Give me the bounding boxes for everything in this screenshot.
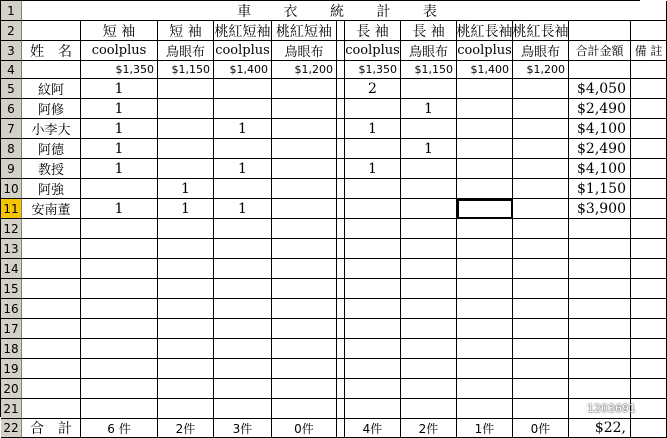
- empty-cell[interactable]: [22, 279, 81, 299]
- empty-cell[interactable]: [214, 319, 272, 339]
- empty-cell[interactable]: [214, 219, 272, 239]
- empty-cell[interactable]: [569, 359, 631, 379]
- quantity-cell[interactable]: [401, 159, 457, 179]
- row-header-10[interactable]: 10: [1, 179, 22, 199]
- row-header-16[interactable]: 16: [1, 299, 22, 319]
- row-header-4[interactable]: 4: [1, 61, 22, 79]
- quantity-cell[interactable]: 1: [81, 99, 158, 119]
- quantity-cell[interactable]: [401, 179, 457, 199]
- empty-cell[interactable]: [345, 319, 401, 339]
- empty-cell[interactable]: [631, 399, 667, 419]
- person-total[interactable]: $1,150: [569, 179, 631, 199]
- quantity-cell[interactable]: 1: [81, 119, 158, 139]
- person-total[interactable]: $4,100: [569, 159, 631, 179]
- empty-cell[interactable]: [345, 219, 401, 239]
- empty-cell[interactable]: [81, 359, 158, 379]
- empty-cell[interactable]: [272, 339, 337, 359]
- summary-count[interactable]: 0件: [272, 419, 337, 438]
- empty-cell[interactable]: [631, 319, 667, 339]
- quantity-cell[interactable]: [401, 199, 457, 219]
- gap-cell[interactable]: [337, 239, 345, 259]
- empty-cell[interactable]: [569, 279, 631, 299]
- empty-cell[interactable]: [569, 219, 631, 239]
- total-col-blank[interactable]: [569, 21, 631, 41]
- empty-cell[interactable]: [401, 259, 457, 279]
- empty-cell[interactable]: [81, 399, 158, 419]
- empty-cell[interactable]: [457, 259, 513, 279]
- empty-cell[interactable]: [22, 339, 81, 359]
- empty-cell[interactable]: [401, 339, 457, 359]
- person-name[interactable]: 紋阿: [22, 79, 81, 99]
- empty-cell[interactable]: [272, 379, 337, 399]
- quantity-cell[interactable]: 1: [214, 199, 272, 219]
- empty-cell[interactable]: [345, 239, 401, 259]
- empty-cell[interactable]: [158, 239, 214, 259]
- empty-cell[interactable]: [214, 279, 272, 299]
- quantity-cell[interactable]: [513, 79, 569, 99]
- empty-cell[interactable]: [401, 279, 457, 299]
- name-col-blank[interactable]: [22, 61, 81, 79]
- empty-cell[interactable]: [513, 219, 569, 239]
- empty-cell[interactable]: [22, 299, 81, 319]
- note-col-blank[interactable]: [631, 21, 667, 41]
- empty-cell[interactable]: [345, 339, 401, 359]
- empty-cell[interactable]: [214, 299, 272, 319]
- quantity-cell[interactable]: [272, 199, 337, 219]
- empty-cell[interactable]: [214, 359, 272, 379]
- empty-cell[interactable]: [214, 239, 272, 259]
- gap-cell[interactable]: [337, 79, 345, 99]
- material-header[interactable]: coolplus: [345, 41, 401, 61]
- material-header[interactable]: 鳥眼布: [513, 41, 569, 61]
- empty-cell[interactable]: [513, 319, 569, 339]
- material-header[interactable]: coolplus: [81, 41, 158, 61]
- unit-price[interactable]: $1,200: [513, 61, 569, 79]
- quantity-cell[interactable]: 1: [214, 119, 272, 139]
- quantity-cell[interactable]: [345, 139, 401, 159]
- gap-cell[interactable]: [337, 21, 345, 41]
- empty-cell[interactable]: [345, 359, 401, 379]
- quantity-cell[interactable]: [345, 179, 401, 199]
- empty-cell[interactable]: [513, 239, 569, 259]
- empty-cell[interactable]: [214, 399, 272, 419]
- empty-cell[interactable]: [345, 279, 401, 299]
- unit-price[interactable]: $1,150: [158, 61, 214, 79]
- quantity-cell[interactable]: 1: [81, 199, 158, 219]
- row-header-6[interactable]: 6: [1, 99, 22, 119]
- gap-cell[interactable]: [337, 299, 345, 319]
- empty-cell[interactable]: [569, 239, 631, 259]
- product-type-header[interactable]: 短 袖: [158, 21, 214, 41]
- empty-cell[interactable]: [158, 259, 214, 279]
- empty-cell[interactable]: [22, 359, 81, 379]
- note-cell[interactable]: [631, 99, 667, 119]
- unit-price[interactable]: $1,400: [457, 61, 513, 79]
- quantity-cell[interactable]: 1: [81, 79, 158, 99]
- empty-cell[interactable]: [81, 259, 158, 279]
- quantity-cell[interactable]: [214, 79, 272, 99]
- summary-count[interactable]: 0件: [513, 419, 569, 438]
- quantity-cell[interactable]: [272, 79, 337, 99]
- quantity-cell[interactable]: [272, 179, 337, 199]
- empty-cell[interactable]: [457, 399, 513, 419]
- empty-cell[interactable]: [158, 319, 214, 339]
- material-header[interactable]: 鳥眼布: [401, 41, 457, 61]
- empty-cell[interactable]: [513, 259, 569, 279]
- note-header[interactable]: 備 註: [631, 41, 667, 61]
- empty-cell[interactable]: [631, 259, 667, 279]
- material-header[interactable]: coolplus: [457, 41, 513, 61]
- note-cell[interactable]: [631, 79, 667, 99]
- quantity-cell[interactable]: [214, 99, 272, 119]
- empty-cell[interactable]: [457, 359, 513, 379]
- quantity-cell[interactable]: [81, 179, 158, 199]
- gap-cell[interactable]: [337, 199, 345, 219]
- person-total[interactable]: $2,490: [569, 99, 631, 119]
- quantity-cell[interactable]: [513, 159, 569, 179]
- quantity-cell[interactable]: [513, 179, 569, 199]
- empty-cell[interactable]: [81, 379, 158, 399]
- quantity-cell[interactable]: [214, 179, 272, 199]
- empty-cell[interactable]: [513, 299, 569, 319]
- total-header[interactable]: 合計金額: [569, 41, 631, 61]
- quantity-cell[interactable]: [401, 79, 457, 99]
- empty-cell[interactable]: [272, 399, 337, 419]
- row-header-15[interactable]: 15: [1, 279, 22, 299]
- person-name[interactable]: 阿德: [22, 139, 81, 159]
- empty-cell[interactable]: [401, 399, 457, 419]
- empty-cell[interactable]: [272, 259, 337, 279]
- row-header-14[interactable]: 14: [1, 259, 22, 279]
- empty-cell[interactable]: [158, 279, 214, 299]
- row-header-11[interactable]: 11: [1, 199, 22, 219]
- row-header-18[interactable]: 18: [1, 339, 22, 359]
- empty-cell[interactable]: [401, 219, 457, 239]
- empty-cell[interactable]: [81, 239, 158, 259]
- note-col-blank[interactable]: [631, 61, 667, 79]
- active-cell[interactable]: [457, 199, 513, 219]
- product-type-header[interactable]: 桃紅長袖: [513, 21, 569, 41]
- gap-cell[interactable]: [337, 41, 345, 61]
- quantity-cell[interactable]: [158, 159, 214, 179]
- empty-cell[interactable]: [401, 359, 457, 379]
- empty-cell[interactable]: [513, 399, 569, 419]
- summary-count[interactable]: 3件: [214, 419, 272, 438]
- empty-cell[interactable]: [513, 379, 569, 399]
- empty-cell[interactable]: [569, 259, 631, 279]
- quantity-cell[interactable]: [214, 139, 272, 159]
- quantity-cell[interactable]: [272, 159, 337, 179]
- empty-cell[interactable]: [457, 299, 513, 319]
- quantity-cell[interactable]: [158, 79, 214, 99]
- quantity-cell[interactable]: 1: [81, 159, 158, 179]
- quantity-cell[interactable]: 1: [158, 199, 214, 219]
- summary-count[interactable]: 4件: [345, 419, 401, 438]
- gap-cell[interactable]: [337, 119, 345, 139]
- person-total[interactable]: $4,050: [569, 79, 631, 99]
- gap-cell[interactable]: [337, 419, 345, 438]
- empty-cell[interactable]: [81, 279, 158, 299]
- empty-cell[interactable]: [631, 239, 667, 259]
- empty-cell[interactable]: [272, 359, 337, 379]
- product-type-header[interactable]: 桃紅長袖: [457, 21, 513, 41]
- quantity-cell[interactable]: 1: [81, 139, 158, 159]
- empty-cell[interactable]: [345, 259, 401, 279]
- quantity-cell[interactable]: [513, 119, 569, 139]
- empty-cell[interactable]: [81, 299, 158, 319]
- quantity-cell[interactable]: 1: [401, 139, 457, 159]
- empty-cell[interactable]: [631, 219, 667, 239]
- note-cell[interactable]: [631, 179, 667, 199]
- empty-cell[interactable]: [158, 359, 214, 379]
- empty-cell[interactable]: [513, 359, 569, 379]
- empty-cell[interactable]: [22, 379, 81, 399]
- empty-cell[interactable]: [22, 399, 81, 419]
- row-header-5[interactable]: 5: [1, 79, 22, 99]
- row-header-19[interactable]: 19: [1, 359, 22, 379]
- row-header-1[interactable]: 1: [1, 1, 22, 21]
- person-name[interactable]: 阿修: [22, 99, 81, 119]
- quantity-cell[interactable]: 1: [345, 119, 401, 139]
- quantity-cell[interactable]: [158, 99, 214, 119]
- total-col-blank[interactable]: [569, 61, 631, 79]
- row-header-22[interactable]: 22: [1, 419, 22, 438]
- summary-count[interactable]: 1件: [457, 419, 513, 438]
- empty-cell[interactable]: [158, 379, 214, 399]
- empty-cell[interactable]: [272, 239, 337, 259]
- row-header-2[interactable]: 2: [1, 21, 22, 41]
- gap-cell[interactable]: [337, 379, 345, 399]
- gap-cell[interactable]: [337, 399, 345, 419]
- summary-count[interactable]: 6 件: [81, 419, 158, 438]
- empty-cell[interactable]: [158, 399, 214, 419]
- quantity-cell[interactable]: [401, 119, 457, 139]
- empty-cell[interactable]: [272, 319, 337, 339]
- empty-cell[interactable]: [345, 379, 401, 399]
- person-name[interactable]: 小李大: [22, 119, 81, 139]
- gap-cell[interactable]: [337, 179, 345, 199]
- gap-cell[interactable]: [337, 139, 345, 159]
- product-type-header[interactable]: 桃紅短袖: [272, 21, 337, 41]
- quantity-cell[interactable]: [272, 139, 337, 159]
- empty-cell[interactable]: [345, 399, 401, 419]
- empty-cell[interactable]: [214, 259, 272, 279]
- person-total[interactable]: $2,490: [569, 139, 631, 159]
- watermark-label: 1203691: [587, 402, 636, 415]
- quantity-cell[interactable]: 1: [158, 179, 214, 199]
- empty-cell[interactable]: [457, 219, 513, 239]
- empty-cell[interactable]: [401, 239, 457, 259]
- material-header[interactable]: coolplus: [214, 41, 272, 61]
- gap-cell[interactable]: [337, 279, 345, 299]
- gap-cell[interactable]: [337, 61, 345, 79]
- quantity-cell[interactable]: [457, 99, 513, 119]
- empty-cell[interactable]: [569, 339, 631, 359]
- gap-cell[interactable]: [337, 259, 345, 279]
- note-cell[interactable]: [631, 139, 667, 159]
- empty-cell[interactable]: [457, 339, 513, 359]
- empty-cell[interactable]: [569, 299, 631, 319]
- quantity-cell[interactable]: [158, 139, 214, 159]
- empty-cell[interactable]: [457, 319, 513, 339]
- material-header[interactable]: 鳥眼布: [158, 41, 214, 61]
- empty-cell[interactable]: [513, 339, 569, 359]
- empty-cell[interactable]: [457, 239, 513, 259]
- quantity-cell[interactable]: [457, 159, 513, 179]
- gap-cell[interactable]: [337, 159, 345, 179]
- empty-cell[interactable]: [22, 259, 81, 279]
- material-header[interactable]: 鳥眼布: [272, 41, 337, 61]
- empty-cell[interactable]: [631, 359, 667, 379]
- row-header-12[interactable]: 12: [1, 219, 22, 239]
- empty-cell[interactable]: [513, 279, 569, 299]
- row-header-21[interactable]: 21: [1, 399, 22, 419]
- empty-cell[interactable]: [272, 299, 337, 319]
- product-type-header[interactable]: 桃紅短袖: [214, 21, 272, 41]
- person-name[interactable]: 教授: [22, 159, 81, 179]
- empty-cell[interactable]: [631, 339, 667, 359]
- quantity-cell[interactable]: [272, 119, 337, 139]
- empty-cell[interactable]: [457, 379, 513, 399]
- note-cell[interactable]: [631, 199, 667, 219]
- quantity-cell[interactable]: [513, 199, 569, 219]
- quantity-cell[interactable]: [457, 179, 513, 199]
- empty-cell[interactable]: [81, 219, 158, 239]
- product-type-header[interactable]: 長 袖: [401, 21, 457, 41]
- quantity-cell[interactable]: [513, 139, 569, 159]
- row-header-3[interactable]: 3: [1, 41, 22, 61]
- empty-cell[interactable]: [401, 379, 457, 399]
- empty-cell[interactable]: [158, 219, 214, 239]
- summary-count[interactable]: 2件: [158, 419, 214, 438]
- empty-cell[interactable]: [158, 299, 214, 319]
- row-header-20[interactable]: 20: [1, 379, 22, 399]
- empty-cell[interactable]: [631, 279, 667, 299]
- person-total[interactable]: $3,900: [569, 199, 631, 219]
- empty-cell[interactable]: [22, 319, 81, 339]
- empty-cell[interactable]: [22, 239, 81, 259]
- unit-price[interactable]: $1,400: [214, 61, 272, 79]
- row-header-8[interactable]: 8: [1, 139, 22, 159]
- empty-cell[interactable]: [214, 379, 272, 399]
- empty-cell[interactable]: [158, 339, 214, 359]
- person-name[interactable]: 阿強: [22, 179, 81, 199]
- empty-cell[interactable]: [631, 299, 667, 319]
- gap-cell[interactable]: [337, 99, 345, 119]
- gap-cell[interactable]: [337, 319, 345, 339]
- gap-cell[interactable]: [337, 359, 345, 379]
- empty-cell[interactable]: [457, 279, 513, 299]
- empty-cell[interactable]: [401, 319, 457, 339]
- unit-price[interactable]: $1,350: [345, 61, 401, 79]
- quantity-cell[interactable]: [513, 99, 569, 119]
- empty-cell[interactable]: [22, 219, 81, 239]
- quantity-cell[interactable]: [457, 79, 513, 99]
- note-cell[interactable]: [631, 419, 667, 438]
- quantity-cell[interactable]: 1: [214, 159, 272, 179]
- person-name[interactable]: 安南董: [22, 199, 81, 219]
- empty-cell[interactable]: [631, 379, 667, 399]
- row-header-13[interactable]: 13: [1, 239, 22, 259]
- empty-cell[interactable]: [569, 379, 631, 399]
- summary-count[interactable]: 2件: [401, 419, 457, 438]
- row-header-17[interactable]: 17: [1, 319, 22, 339]
- grand-total[interactable]: $22,: [569, 419, 631, 438]
- sheet-title[interactable]: 車 衣 統 計 表: [22, 1, 667, 21]
- row-header-7[interactable]: 7: [1, 119, 22, 139]
- name-header[interactable]: 姓 名: [22, 41, 81, 61]
- person-total[interactable]: $4,100: [569, 119, 631, 139]
- empty-cell[interactable]: [345, 299, 401, 319]
- quantity-cell[interactable]: [457, 119, 513, 139]
- unit-price[interactable]: $1,350: [81, 61, 158, 79]
- quantity-cell[interactable]: [272, 99, 337, 119]
- note-cell[interactable]: [631, 159, 667, 179]
- product-type-header[interactable]: 短 袖: [81, 21, 158, 41]
- summary-label[interactable]: 合 計: [22, 419, 81, 438]
- empty-cell[interactable]: [401, 299, 457, 319]
- note-cell[interactable]: [631, 119, 667, 139]
- quantity-cell[interactable]: [158, 119, 214, 139]
- empty-cell[interactable]: [81, 319, 158, 339]
- gap-cell[interactable]: [337, 219, 345, 239]
- empty-cell[interactable]: [214, 339, 272, 359]
- empty-cell[interactable]: [81, 339, 158, 359]
- quantity-cell[interactable]: [345, 199, 401, 219]
- empty-cell[interactable]: [569, 319, 631, 339]
- quantity-cell[interactable]: 1: [345, 159, 401, 179]
- product-type-header[interactable]: 長 袖: [345, 21, 401, 41]
- quantity-cell[interactable]: 1: [401, 99, 457, 119]
- quantity-cell[interactable]: [457, 139, 513, 159]
- name-col-blank[interactable]: [22, 21, 81, 41]
- gap-cell[interactable]: [337, 339, 345, 359]
- empty-cell[interactable]: [272, 279, 337, 299]
- row-header-9[interactable]: 9: [1, 159, 22, 179]
- unit-price[interactable]: $1,150: [401, 61, 457, 79]
- empty-cell[interactable]: [272, 219, 337, 239]
- unit-price[interactable]: $1,200: [272, 61, 337, 79]
- quantity-cell[interactable]: 2: [345, 79, 401, 99]
- quantity-cell[interactable]: [345, 99, 401, 119]
